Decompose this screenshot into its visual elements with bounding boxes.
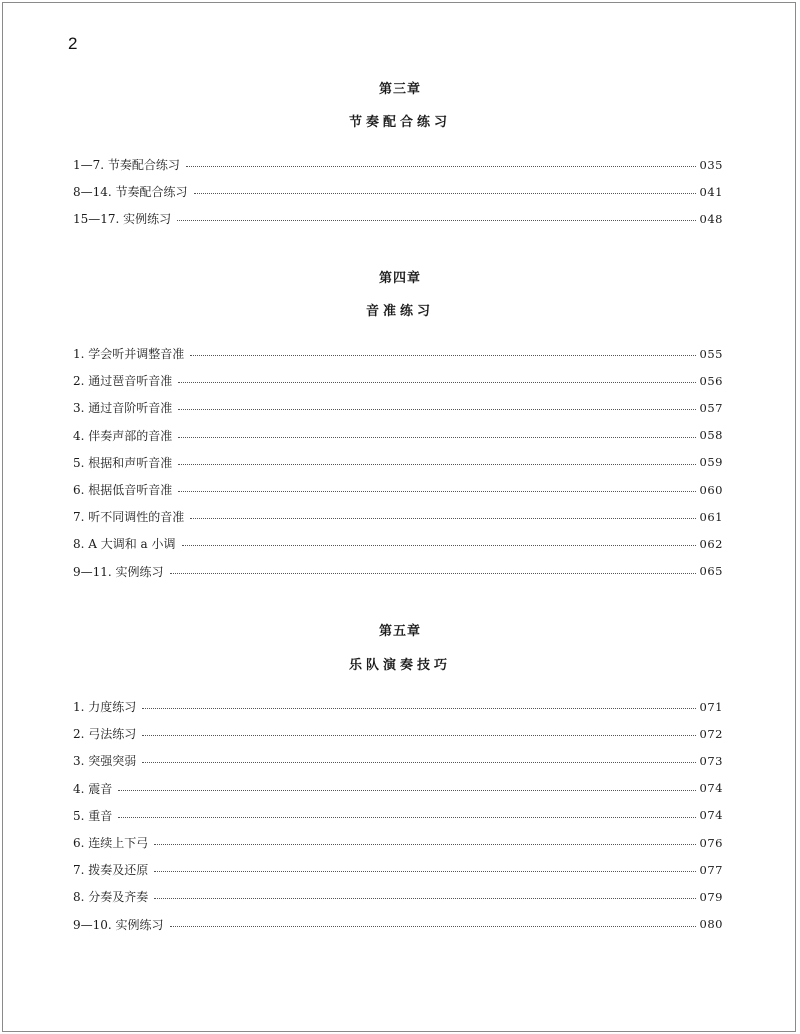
toc-entry[interactable] — [73, 856, 723, 883]
dot-leader — [142, 708, 695, 709]
dot-leader — [177, 220, 695, 221]
toc-entry[interactable] — [73, 394, 723, 421]
toc-entry[interactable] — [73, 911, 723, 938]
toc-list — [73, 693, 723, 938]
chapter-title: 乐队演奏技巧 — [348, 658, 451, 673]
dot-leader — [118, 790, 695, 791]
toc-entry[interactable] — [73, 720, 723, 747]
toc-entry-page: 077 — [699, 862, 723, 877]
toc-entry-page: 073 — [699, 753, 723, 768]
toc-entry-label: 8—14. 节奏配合练习 — [73, 185, 188, 200]
dot-leader — [190, 355, 695, 356]
toc-entry-label: 2. 通过琶音听音准 — [73, 374, 173, 389]
toc-entry[interactable] — [73, 530, 723, 557]
toc-entry-label: 7. 听不同调性的音准 — [73, 510, 185, 525]
toc-entry[interactable] — [73, 883, 723, 910]
dot-leader — [142, 762, 695, 763]
toc-entry-label: 8. 分奏及齐奏 — [73, 890, 149, 905]
toc-list — [73, 151, 723, 233]
dot-leader — [170, 573, 696, 574]
dot-leader — [170, 926, 696, 927]
toc-entry-label: 9—11. 实例练习 — [73, 564, 164, 579]
dot-leader — [186, 166, 696, 167]
dot-leader — [154, 871, 695, 872]
toc-entry[interactable] — [73, 178, 723, 205]
toc-entry-label: 2. 弓法练习 — [73, 727, 137, 742]
toc-entry-label: 1—7. 节奏配合练习 — [73, 158, 180, 173]
toc-entry-page: 060 — [699, 482, 723, 497]
toc-entry-label: 3. 突强突弱 — [73, 754, 137, 769]
toc-entry-label: 5. 重音 — [73, 808, 113, 823]
toc-entry-page: 061 — [699, 509, 723, 524]
toc-list — [73, 340, 723, 585]
toc-entry-page: 062 — [699, 536, 723, 551]
toc-entry-label: 5. 根据和声听音准 — [73, 455, 173, 470]
toc-entry-label: 7. 拨奏及还原 — [73, 863, 149, 878]
dot-leader — [178, 437, 695, 438]
toc-entry[interactable] — [73, 693, 723, 720]
toc-entry-page: 035 — [699, 157, 723, 172]
toc-entry-label: 3. 通过音阶听音准 — [73, 401, 173, 416]
toc-entry-page: 065 — [699, 564, 723, 579]
toc-entry-page: 056 — [699, 373, 723, 388]
toc-entry[interactable] — [73, 340, 723, 367]
toc-entry-page: 072 — [699, 726, 723, 741]
toc-entry-page: 074 — [699, 781, 723, 796]
toc-entry-label: 1. 学会听并调整音准 — [73, 347, 185, 362]
toc-entry-page: 048 — [699, 211, 723, 226]
toc-entry[interactable] — [73, 151, 723, 178]
toc-entry-label: 8. A 大调和 a 小调 — [73, 537, 176, 552]
toc-entry-page: 074 — [699, 808, 723, 823]
toc-entry[interactable] — [73, 558, 723, 585]
chapter-heading: 第四章 — [378, 271, 421, 286]
dot-leader — [190, 518, 695, 519]
chapter-heading: 第三章 — [378, 82, 421, 97]
dot-leader — [118, 817, 695, 818]
toc-entry[interactable] — [73, 205, 723, 232]
chapter-heading: 第五章 — [378, 624, 421, 639]
toc-entry-page: 059 — [699, 455, 723, 470]
page-number: 2 — [68, 34, 78, 53]
toc-entry[interactable] — [73, 802, 723, 829]
toc-entry[interactable] — [73, 829, 723, 856]
toc-entry-label: 6. 连续上下弓 — [73, 836, 149, 851]
toc-entry[interactable] — [73, 422, 723, 449]
toc-entry[interactable] — [73, 367, 723, 394]
dot-leader — [194, 193, 696, 194]
toc-entry[interactable] — [73, 775, 723, 802]
toc-entry[interactable] — [73, 503, 723, 530]
dot-leader — [178, 382, 695, 383]
dot-leader — [154, 898, 695, 899]
toc-entry-label: 1. 力度练习 — [73, 700, 137, 715]
toc-entry-page: 079 — [699, 889, 723, 904]
toc-entry[interactable] — [73, 476, 723, 503]
toc-entry[interactable] — [73, 449, 723, 476]
toc-entry-page: 080 — [699, 917, 723, 932]
toc-entry-label: 4. 震音 — [73, 781, 113, 796]
dot-leader — [142, 735, 695, 736]
toc-entry[interactable] — [73, 747, 723, 774]
toc-entry-page: 058 — [699, 428, 723, 443]
chapter-title: 音准练习 — [365, 304, 434, 319]
toc-entry-label: 4. 伴奏声部的音准 — [73, 428, 173, 443]
toc-entry-label: 9—10. 实例练习 — [73, 917, 164, 932]
toc-entry-label: 15—17. 实例练习 — [73, 212, 172, 227]
toc-entry-page: 076 — [699, 835, 723, 850]
chapter-title: 节奏配合练习 — [348, 115, 451, 130]
toc-entry-page: 071 — [699, 699, 723, 714]
toc-entry-page: 055 — [699, 346, 723, 361]
dot-leader — [154, 844, 695, 845]
toc-entry-page: 041 — [699, 184, 723, 199]
toc-entry-page: 057 — [699, 400, 723, 415]
dot-leader — [178, 491, 695, 492]
dot-leader — [182, 545, 696, 546]
dot-leader — [178, 464, 695, 465]
toc-entry-label: 6. 根据低音听音准 — [73, 483, 173, 498]
dot-leader — [178, 409, 695, 410]
